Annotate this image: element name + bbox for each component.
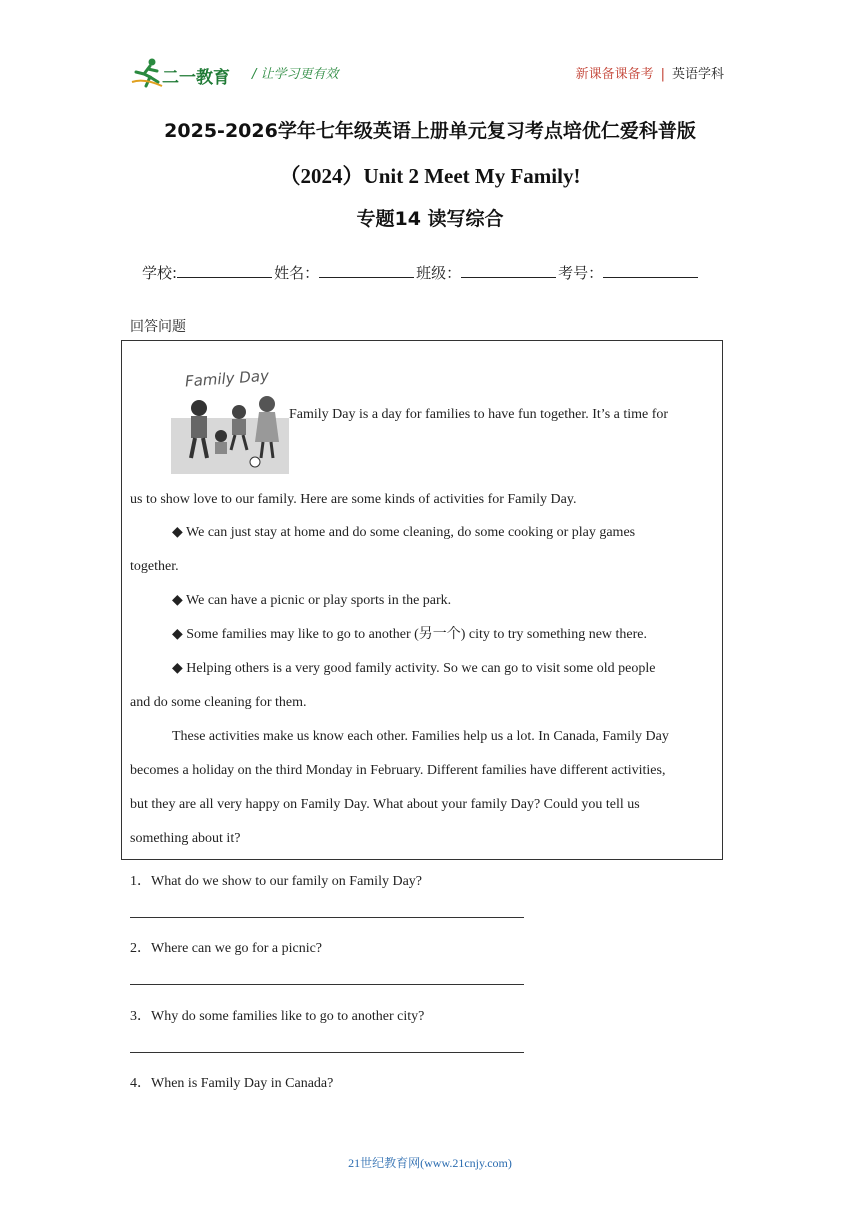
header-subject [576,63,724,82]
passage-line-intro-cont: us to show love to our family. Here are some kinds of activities for Family Day. [130,492,577,507]
passage-closing-4: something about it? [130,831,241,846]
passage-line-intro: Family Day is a day for families to have fun together. It’s a time for [289,407,669,422]
question-3: 3．Why do some families like to go to another city? [130,1009,425,1024]
passage-closing-1: These activities make us know each other. Families help us a lot. In Canada, Family Day [172,729,669,744]
passage-bullet-3: ◆ Some families may like to go to another (另一个) city to try something new there. [172,627,648,642]
passage-closing-3: but they are all very happy on Family Day. What about your family Day? Could you tell us [130,797,640,812]
header-course-type: 新课备课备考 [575,67,654,82]
answer-line-3[interactable] [130,1052,524,1053]
school-blank[interactable] [177,263,272,278]
passage-closing-2: becomes a holiday on the third Monday in February. Different families have different activities, [130,763,666,778]
doc-title-line2: （2024）Unit 2 Meet My Family! [279,164,581,188]
passage-bullet-1-cont: together. [130,559,179,574]
header-subject-name: 英语学科 [671,67,724,82]
runner-logo-icon [130,56,164,90]
answer-line-2[interactable] [130,984,524,985]
question-4: 4．When is Family Day in Canada? [130,1076,334,1091]
name-blank[interactable] [319,263,414,278]
doc-title-line1: 2025-2026学年七年级英语上册单元复习考点培优仁爱科普版 [164,120,696,142]
answer-line-1[interactable] [130,917,524,918]
number-blank[interactable] [603,263,698,278]
name-label: 姓名： [274,264,320,282]
page-header [130,56,724,90]
brand-logo [130,56,242,90]
number-label: 考号： [558,264,604,282]
reading-passage-box [121,340,723,860]
header-separator: | [660,67,665,82]
class-blank[interactable] [461,263,556,278]
section-label: 回答问题 [130,319,186,335]
family-day-illustration [171,360,289,474]
passage-bullet-1: ◆ We can just stay at home and do some cleaning, do some cooking or play games [172,525,636,540]
page-footer: 21世纪教育网(www.21cnjy.com) [348,1156,512,1170]
student-info-line [142,262,700,283]
question-1: 1．What do we show to our family on Family Day? [130,874,423,889]
class-label: 班级： [416,264,462,282]
image-title-text: Family Day [184,366,270,391]
passage-bullet-4-cont: and do some cleaning for them. [130,695,307,710]
question-2: 2．Where can we go for a picnic? [130,941,323,956]
passage-bullet-2: ◆ We can have a picnic or play sports in the park. [172,593,452,608]
doc-title-line3: 专题14 读写综合 [356,208,504,230]
passage-bullet-4: ◆ Helping others is a very good family activity. So we can go to visit some old people [172,661,656,676]
slogan: / 让学习更有效 [252,67,339,82]
logo-text: 二一教育 [162,68,230,88]
school-label: 学校: [142,264,178,282]
